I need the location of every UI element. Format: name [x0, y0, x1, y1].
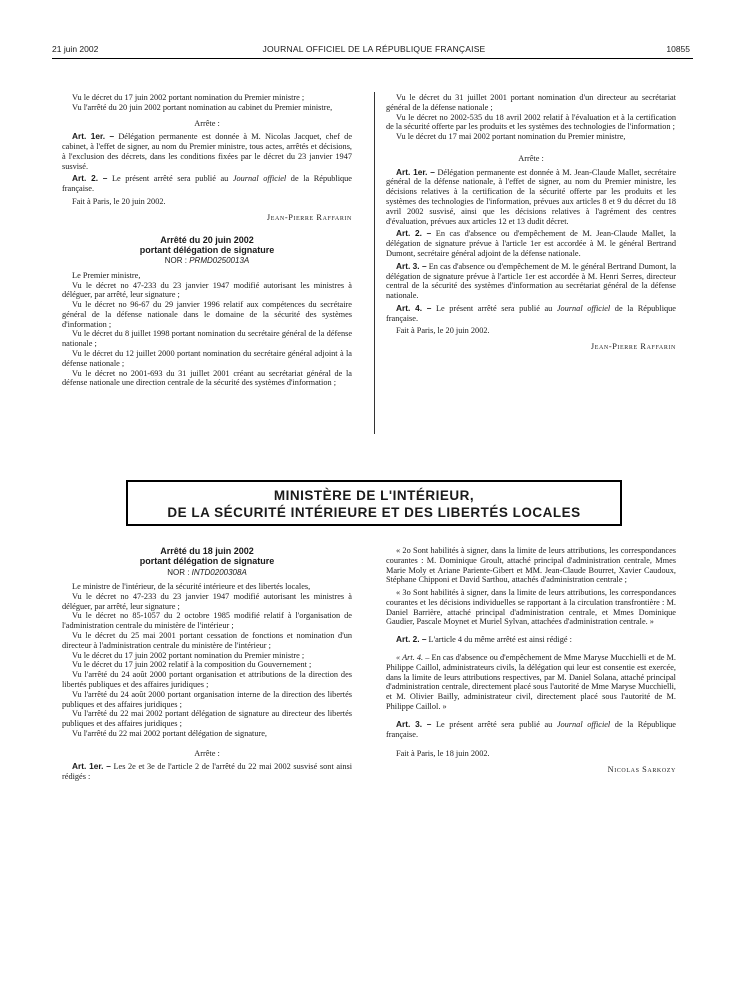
visa-paragraph: Vu le décret du 31 juillet 2001 portant nomination d'un directeur au secrétariat général de la défense nationale ; — [386, 93, 676, 112]
arrete-heading: Arrête : — [194, 748, 220, 758]
article-text: de la République française. — [386, 303, 676, 323]
article-paragraph — [386, 635, 676, 645]
top-right-column — [386, 93, 676, 352]
article-text: En cas d'absence ou d'empêchement de M. Jean-Claude Mallet, la délégation de signature prévue à l'article 1er est accordée à M. le général Bertrand Dumont, secrétaire général adjoint de la défense nationale. — [386, 229, 676, 258]
nor-code: INTD0200308A — [191, 567, 247, 577]
article-text: de la République française. — [386, 719, 676, 739]
column-divider — [374, 92, 375, 434]
article-paragraph — [386, 229, 676, 258]
article-text: de la République française. — [62, 174, 352, 194]
article-paragraph — [386, 304, 676, 324]
article-label: Art. 4. – — [396, 302, 432, 313]
article-paragraph — [386, 653, 676, 712]
intro-paragraph: Le ministre de l'intérieur, de la sécurité intérieure et des libertés locales, — [72, 582, 311, 592]
article-label: Art. 2. – — [396, 228, 432, 239]
signature: Nicolas Sarkozy — [607, 765, 676, 775]
article-text: Le présent arrêté sera publié au — [435, 303, 557, 313]
article-label: Art. 3. – — [396, 718, 432, 729]
visa-paragraph: Vu le décret no 2001-693 du 31 juillet 2001 créant au secrétariat général de la défense nationale une direction centrale de la sécurité des systèmes d'information ; — [62, 368, 352, 388]
visa-paragraph: Vu le décret no 96-67 du 29 janvier 1996 relatif aux compétences du secrétaire général de la défense nationale dans le domaine de la sécurité des systèmes d'information ; — [62, 300, 352, 329]
signature: Jean-Pierre Raffarin — [266, 212, 352, 222]
signing-place-date: Fait à Paris, le 18 juin 2002. — [396, 749, 490, 759]
bottom-right-column — [386, 546, 676, 775]
journal-name: Journal officiel — [556, 303, 611, 313]
article-paragraph — [386, 168, 676, 227]
arrete-heading: Arrête : — [518, 153, 544, 163]
intro-paragraph: Le Premier ministre, — [72, 270, 141, 280]
article-text: Les 2e et 3e de l'article 2 de l'arrêté du 22 mai 2002 susvisé sont ainsi rédigés : — [62, 762, 353, 782]
article-label: Art. 1er. – — [396, 166, 435, 177]
visa-paragraph: Vu le décret du 12 juillet 2000 portant nomination du secrétaire général adjoint à la défense nationale ; — [62, 348, 352, 368]
article-paragraph — [62, 132, 352, 171]
visa-paragraph: Vu le décret du 25 mai 2001 portant cessation de fonctions et nomination d'un directeur à l'administration centrale du ministère de l'intérieur ; — [62, 631, 352, 650]
visa-paragraph: Vu le décret du 8 juillet 1998 portant nomination du secrétaire général de la défense nationale ; — [62, 329, 352, 349]
article-text: Délégation permanente est donnée à M. Jean-Claude Mallet, secrétaire général de la défense nationale, à l'effet de signer, au nom du Premier ministre, les décisions relatives à la certification de la sécurité offerte par les produits et les systèmes des technologies de l'information, prévues aux articles 8 et 9 du décret du 18 avril 2002 susvisé, ainsi que les décisions relatives à l'agrément des centres d'évaluation, prévues aux articles 12 et 13 dudit décret. — [386, 167, 676, 226]
article-label: Art. 1er. – — [72, 761, 111, 772]
article-text: Le présent arrêté sera publié au — [435, 719, 557, 729]
article-text: En cas d'absence ou d'empêchement de Mme Maryse Mucchielli et de M. Philippe Caillol, administrateurs civils, la délégation qui leur est consentie est exercée, dans la limite de leurs attributions respectives, par M. Daniel Solana, attaché principal d'administration centrale, directement placé sous l'autorité de Mme Maryse Mucchielli, et M. Olivier Bailly, administrateur civil, directement placé sous l'autorité de M. Philippe Caillol. » — [386, 653, 676, 711]
signature: Jean-Pierre Raffarin — [590, 342, 676, 352]
visa-paragraph: Vu le décret du 17 mai 2002 portant nomination du Premier ministre, — [396, 132, 626, 142]
arrete-title: Arrêté du 20 juin 2002 — [160, 234, 254, 245]
article-text: L'article 4 du même arrêté est ainsi rédigé : — [428, 635, 572, 645]
arrete-heading: Arrête : — [194, 118, 220, 128]
ministry-heading-box — [126, 480, 622, 526]
article-paragraph — [386, 262, 676, 301]
journal-name: Journal officiel — [556, 719, 611, 729]
article-text: Le présent arrêté sera publié au — [111, 174, 233, 184]
article-label: Art. 3. – — [396, 260, 427, 271]
arrete-title: Arrêté du 18 juin 2002 — [160, 546, 254, 556]
arrete-title-block — [62, 546, 352, 577]
ministry-line: DE LA SÉCURITÉ INTÉRIEURE ET DES LIBERTÉS LOCALES — [167, 505, 581, 520]
article-label: Art. 2. – — [396, 634, 427, 645]
top-left-column — [62, 93, 352, 388]
article-label: Art. 1er. – — [72, 131, 115, 142]
arrete-subtitle: portant délégation de signature — [139, 244, 275, 255]
article-label: « Art. 4. – — [396, 653, 430, 663]
visa-paragraph: Vu l'arrêté du 22 mai 2002 portant délégation de signature, — [72, 728, 267, 738]
article-label: Art. 2. – — [72, 173, 108, 184]
bottom-left-column — [62, 546, 352, 782]
visa-paragraph: Vu le décret no 47-233 du 23 janvier 1947 modifié autorisant les ministres à déléguer, par arrêté, leur signature ; — [62, 280, 352, 300]
ministry-line: MINISTÈRE DE L'INTÉRIEUR, — [273, 488, 475, 503]
article-paragraph — [386, 720, 676, 740]
visa-paragraph: Vu le décret du 17 juin 2002 portant nomination du Premier ministre ; — [72, 650, 305, 660]
quoted-paragraph: « 3o Sont habilités à signer, dans la limite de leurs attributions, les correspondances courantes et les décisions individuelles se rapportant à la circulation transfrontière : M. Daniel Barrière, attaché principal d'administration centrale, et Mmes Dominique Gaudier, Pascale Moynet et Muriel Sylvan, attachées d'administration centrale. » — [386, 588, 676, 627]
header-rule — [52, 58, 693, 59]
visa-paragraph: Vu le décret no 2002-535 du 18 avril 2002 relatif à l'évaluation et à la certification de la sécurité offerte par les produits et les systèmes des technologies de l'information ; — [386, 112, 676, 132]
nor-code: PRMD0250013A — [189, 256, 250, 266]
nor-reference — [62, 256, 352, 265]
issue-date: 21 juin 2002 — [52, 44, 99, 54]
article-paragraph — [62, 762, 352, 782]
visa-paragraph: Vu l'arrêté du 22 mai 2002 portant délégation de signature au directeur des libertés publiques et des affaires juridiques ; — [62, 709, 352, 729]
visa-paragraph: Vu l'arrêté du 24 août 2000 portant organisation interne de la direction des libertés publiques et des affaires juridiques ; — [62, 689, 352, 709]
nor-label: NOR : — [167, 567, 192, 577]
page-number: 10855 — [666, 44, 690, 54]
visa-paragraph: Vu le décret du 17 juin 2002 relatif à la composition du Gouvernement ; — [72, 660, 312, 670]
signing-place-date: Fait à Paris, le 20 juin 2002. — [72, 197, 166, 207]
article-paragraph — [62, 174, 352, 194]
visa-paragraph: Vu le décret du 17 juin 2002 portant nomination du Premier ministre ; — [72, 93, 305, 102]
visa-paragraph: Vu le décret no 85-1057 du 2 octobre 1985 modifié relatif à l'organisation de l'administration centrale du ministère de l'intérieur ; — [62, 611, 352, 631]
nor-label: NOR : — [164, 256, 190, 266]
visa-paragraph: Vu le décret no 47-233 du 23 janvier 1947 modifié autorisant les ministres à déléguer, par arrêté, leur signature ; — [62, 591, 352, 611]
journal-name: Journal officiel — [232, 174, 287, 184]
arrete-title-block — [62, 235, 352, 266]
nor-reference — [62, 568, 352, 577]
article-text: Délégation permanente est donnée à M. Nicolas Jacquet, chef de cabinet, à l'effet de signer, au nom du Premier ministre, tous actes, arrêtés et décisions, à l'exclusion des décrets, dans les conditions fixées par le décret du 23 janvier 1947 susvisé. — [62, 132, 352, 171]
journal-title: JOURNAL OFFICIEL DE LA RÉPUBLIQUE FRANÇAISE — [262, 44, 486, 54]
visa-paragraph: Vu l'arrêté du 20 juin 2002 portant nomination au cabinet du Premier ministre, — [72, 102, 333, 112]
arrete-subtitle: portant délégation de signature — [139, 556, 275, 567]
quoted-paragraph: « 2o Sont habilités à signer, dans la limite de leurs attributions, les correspondances courantes : M. Dominique Groult, attaché principal d'administration centrale, Mmes Marie Moly et Ariane Pariente-Gibert et MM. Jean-Claude Bourret, Xavier Caudoux, Stéphane Chipponi et David Sarthou, attachés d'administration centrale ; — [386, 546, 676, 585]
visa-paragraph: Vu l'arrêté du 24 août 2000 portant organisation et attributions de la direction des libertés publiques et des affaires juridiques ; — [62, 670, 352, 689]
signing-place-date: Fait à Paris, le 20 juin 2002. — [396, 326, 490, 336]
article-text: En cas d'absence ou d'empêchement de M. le général Bertrand Dumont, la délégation de signature prévue à l'article 1er est accordée à M. Henri Serres, directeur central de la sécurité des systèmes d'information au secrétariat général de la défense nationale. — [386, 261, 676, 301]
